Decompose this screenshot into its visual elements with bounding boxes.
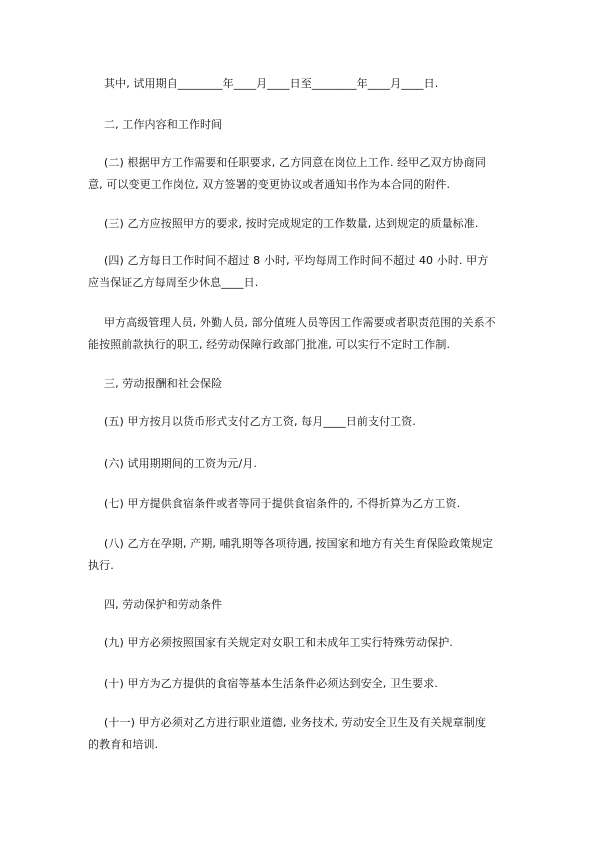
clause-4-working-hours: (四) 乙方每日工作时间不超过 8 小时, 平均每周工作时间不超过 40 小时. 甲方应当保证乙方每周至少休息____日. [88, 254, 489, 289]
paragraph-probation-period: 其中, 试用期自________年____月____日至________年____月____日. [104, 77, 439, 90]
section-heading-work-content: 二, 工作内容和工作时间 [104, 118, 223, 131]
clause-2-job-position: (二) 根据甲方工作需要和任职要求, 乙方同意在岗位上工作. 经甲乙双方协商同意, 可以变更工作岗位, 双方签署的变更协议或者通知书作为本合同的附件. [88, 156, 486, 191]
clause-5-wage-payment: (五) 甲方按月以货币形式支付乙方工资, 每月____日前支付工资. [104, 415, 416, 428]
clause-7-room-board: (七) 甲方提供食宿条件或者等同于提供食宿条件的, 不得折算为乙方工资. [104, 497, 461, 510]
paragraph-flexible-hours: 甲方高级管理人员, 外勤人员, 部分值班人员等因工作需要或者职责范围的关系不能按照前款执行的职工, 经劳动保障行政部门批准, 可以实行不定时工作制. [88, 316, 496, 351]
section-heading-labor-protection: 四, 劳动保护和劳动条件 [104, 598, 223, 611]
clause-10-living-conditions: (十) 甲方为乙方提供的食宿等基本生活条件必须达到安全, 卫生要求. [104, 677, 438, 690]
section-heading-remuneration: 三, 劳动报酬和社会保险 [104, 377, 223, 390]
clause-11-training: (十一) 甲方必须对乙方进行职业道德, 业务技术, 劳动安全卫生及有关规章制度的教育和培训. [88, 716, 486, 751]
clause-6-probation-wage: (六) 试用期期间的工资为元/月. [104, 457, 257, 470]
clause-8-maternity: (八) 乙方在孕期, 产期, 哺乳期等各项待遇, 按国家和地方有关生育保险政策规定执行. [88, 537, 494, 572]
clause-9-special-protection: (九) 甲方必须按照国家有关规定对女职工和未成年工实行特殊劳动保护. [104, 636, 453, 649]
clause-3-work-quality: (三) 乙方应按照甲方的要求, 按时完成规定的工作数量, 达到规定的质量标准. [104, 217, 479, 230]
